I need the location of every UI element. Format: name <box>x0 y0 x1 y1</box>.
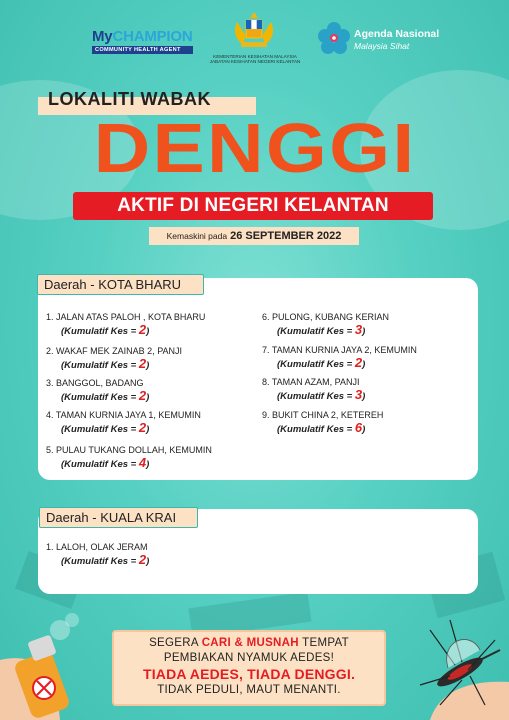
aktif-text: AKTIF DI NEGERI KELANTAN <box>117 195 389 216</box>
mosquito-icon <box>400 610 509 720</box>
kemaskini-label: Kemaskini pada <box>166 231 228 241</box>
footer-line-1 <box>114 637 384 649</box>
cases-label: (Kumulatif Kes = <box>61 360 137 371</box>
footer-l1b: CARI & MUSNAH <box>201 637 299 649</box>
mychampion-title-champion: CHAMPION <box>112 28 193 45</box>
ministry-text <box>195 54 315 65</box>
cases-label: (Kumulatif Kes = <box>277 391 353 402</box>
mychampion-title <box>92 28 193 45</box>
cases-close: ) <box>362 359 366 370</box>
locality-cases <box>61 322 266 337</box>
aktif-band <box>73 192 433 220</box>
ministry-line2: JABATAN KESIHATAN NEGERI KELANTAN <box>209 59 301 65</box>
cases-label: (Kumulatif Kes = <box>277 359 353 370</box>
locality-item <box>46 445 266 470</box>
locality-name: 8. TAMAN AZAM, PANJI <box>262 377 360 387</box>
cases-label: (Kumulatif Kes = <box>61 556 137 567</box>
locality-name: 2. WAKAF MEK ZAINAB 2, PANJI <box>46 346 183 356</box>
locality-item <box>46 346 266 371</box>
locality-item <box>262 345 482 370</box>
locality-item <box>262 377 482 402</box>
locality-item <box>46 542 266 567</box>
locality-name: 1. JALAN ATAS PALOH , KOTA BHARU <box>46 312 206 322</box>
locality-item <box>46 410 266 435</box>
case-count: 6 <box>354 420 363 435</box>
locality-item <box>46 378 266 403</box>
agenda-nasional-logo <box>316 20 446 56</box>
cases-close: ) <box>146 360 150 371</box>
cases-close: ) <box>362 391 366 402</box>
district-label-kota-bharu: Daerah - KOTA BHARU <box>37 274 204 295</box>
mychampion-logo <box>92 28 193 54</box>
footer-line-2: PEMBIAKAN NYAMUK AEDES! <box>163 652 335 664</box>
kemaskini-date: 26 SEPTEMBER 2022 <box>230 230 342 242</box>
locality-cases <box>277 387 482 402</box>
cases-label: (Kumulatif Kes = <box>277 326 353 337</box>
cases-close: ) <box>146 556 150 567</box>
locality-name: 5. PULAU TUKANG DOLLAH, KEMUMIN <box>46 445 212 455</box>
cases-close: ) <box>362 424 366 435</box>
locality-name: 6. PULONG, KUBANG KERIAN <box>262 312 390 322</box>
locality-cases <box>61 388 266 403</box>
cases-label: (Kumulatif Kes = <box>277 424 353 435</box>
cases-close: ) <box>362 326 366 337</box>
footer-line-3: TIADA AEDES, TIADA DENGGI. <box>142 666 356 682</box>
locality-name: 7. TAMAN KURNIA JAYA 2, KEMUMIN <box>262 345 417 355</box>
case-count: 2 <box>138 420 147 435</box>
locality-item <box>46 312 266 337</box>
case-count: 4 <box>138 455 147 470</box>
footer-l1c: TEMPAT <box>302 637 349 649</box>
case-count: 2 <box>138 322 147 337</box>
cases-close: ) <box>146 424 150 435</box>
locality-name: 3. BANGGOL, BADANG <box>46 378 144 388</box>
footer-line-4: TIDAK PEDULI, MAUT MENANTI. <box>157 684 341 696</box>
mychampion-subtitle: COMMUNITY HEALTH AGENT <box>92 46 193 54</box>
case-count: 2 <box>138 356 147 371</box>
cases-close: ) <box>146 392 150 403</box>
cases-label: (Kumulatif Kes = <box>61 459 137 470</box>
agenda-subtitle: Malaysia Sihat <box>354 41 410 51</box>
case-count: 3 <box>354 387 363 402</box>
cases-label: (Kumulatif Kes = <box>61 392 137 403</box>
case-count: 2 <box>354 355 363 370</box>
main-title: DENGGI <box>93 109 417 187</box>
cases-label: (Kumulatif Kes = <box>61 424 137 435</box>
hibiscus-icon <box>316 20 352 56</box>
kemaskini-band <box>149 227 359 245</box>
cases-label: (Kumulatif Kes = <box>61 326 137 337</box>
locality-cases <box>61 455 266 470</box>
lokaliti-heading: LOKALITI WABAK <box>48 89 211 109</box>
locality-name: 4. TAMAN KURNIA JAYA 1, KEMUMIN <box>46 410 201 420</box>
mychampion-title-my: My <box>92 28 113 45</box>
case-count: 2 <box>138 552 147 567</box>
locality-cases <box>277 322 482 337</box>
insect-spray-icon <box>0 600 110 720</box>
cases-close: ) <box>146 459 150 470</box>
ministry-line1: KEMENTERIAN KESIHATAN MALAYSIA <box>213 54 297 59</box>
locality-item <box>262 312 482 337</box>
district-label-kuala-krai: Daerah - KUALA KRAI <box>39 507 198 528</box>
locality-cases <box>61 356 266 371</box>
locality-cases <box>61 420 266 435</box>
locality-cases <box>277 355 482 370</box>
locality-cases <box>61 552 266 567</box>
malaysia-crest-icon <box>231 10 277 52</box>
footer-message-box <box>112 630 386 706</box>
locality-cases <box>277 420 482 435</box>
agenda-title: Agenda Nasional <box>354 28 440 40</box>
case-count: 3 <box>354 322 363 337</box>
locality-name: 9. BUKIT CHINA 2, KETEREH <box>262 410 384 420</box>
locality-name: 1. LALOH, OLAK JERAM <box>46 542 148 552</box>
footer-l1a: SEGERA <box>149 637 199 649</box>
locality-item <box>262 410 482 435</box>
cases-close: ) <box>146 326 150 337</box>
case-count: 2 <box>138 388 147 403</box>
